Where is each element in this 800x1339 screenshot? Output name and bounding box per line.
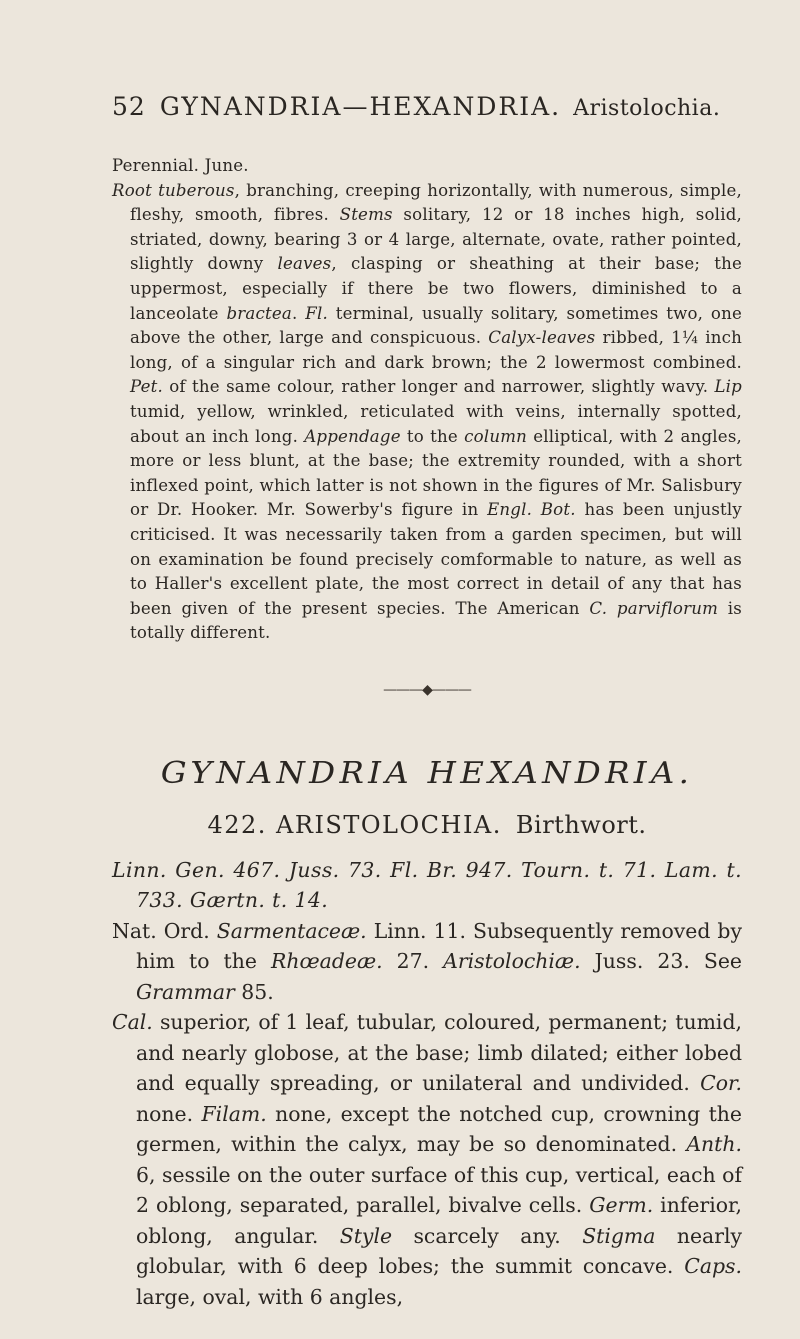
term-bractea: bractea: [226, 303, 292, 323]
genus-description: [112, 855, 742, 1313]
running-genus: Aristolochia.: [573, 96, 721, 121]
text-run: Juss. 23. See: [580, 949, 742, 974]
term-c-parviflorum: C. parviflorum: [589, 598, 719, 618]
term-stems: Stems: [339, 205, 393, 225]
text-run: 85.: [234, 979, 274, 1004]
text-run: Nat. Ord.: [112, 918, 217, 943]
text-run: 27.: [382, 949, 444, 974]
text-run: has been unjustly criticised. It was necessarily taken from a garden specimen, but will on examination be found precisely comformable to nature, as well as to Haller's excellent plate, the most correct in detail of any that has been given of the present species. The American: [130, 500, 743, 618]
text-run: of the same colour, rather longer and narrower, slightly wavy.: [162, 377, 715, 397]
genus-references: Linn. Gen. 467. Juss. 73. Fl. Br. 947. Tourn. t. 71. Lam. t. 733. Gærtn. t. 14.: [112, 857, 742, 913]
term-germ: Germ.: [589, 1193, 654, 1218]
text-run: tumid, yellow, wrinkled, reticulated with veins, internally spotted, about an inch long.: [130, 401, 742, 446]
term-column: column: [464, 426, 528, 446]
text-run: scarcely any.: [392, 1223, 583, 1248]
term-rhoeadeae: Rhœadeæ.: [271, 949, 383, 974]
section-divider: ———◆———: [383, 681, 471, 698]
text-run: large, oval, with 6 angles,: [136, 1284, 404, 1309]
term-lip: Lip: [714, 377, 742, 397]
term-engl-bot: Engl. Bot.: [487, 500, 576, 520]
term-cor: Cor.: [700, 1071, 742, 1096]
text-run: , branching, creeping horizontally, with numerous, simple, fleshy, smooth, fibres.: [130, 180, 742, 225]
term-cal: Cal.: [112, 1010, 153, 1035]
text-run: 6, sessile on the outer surface of this cup, vertical, each of 2 oblong, separated, parallel, bivalve cells.: [136, 1162, 742, 1218]
text-run: inferior, oblong, angular.: [136, 1193, 742, 1248]
text-run: solitary, 12 or 18 inches high, solid, striated, downy, bearing 3 or 4 large, alternate, ovate, rather pointed, slightly downy: [130, 205, 742, 274]
term-leaves: leaves: [277, 254, 332, 274]
term-calyx-leaves: Calyx-leaves: [488, 328, 596, 348]
natural-order-paragraph: [112, 916, 742, 1008]
text-run: elliptical, with 2 angles, more or less blunt, at the base; the extremity rounded, with a short inflexed point, which latter is not shown in the figures of Mr. Salisbury or Dr. Hooker. Mr. Sowerby's figure in: [130, 426, 743, 520]
text-run: .: [292, 303, 306, 323]
running-title: GYNANDRIA—HEXANDRIA.: [159, 92, 562, 121]
term-caps: Caps.: [684, 1254, 742, 1279]
previous-entry-fulltext: [0, 0, 1, 1]
text-run: is totally different.: [130, 598, 742, 643]
description-paragraph: [112, 179, 742, 646]
section-heading: GYNANDRIA HEXANDRIA.: [160, 755, 694, 791]
text-run: to the: [400, 426, 465, 446]
term-appendage: Appendage: [304, 426, 401, 446]
previous-species-description: [112, 154, 742, 646]
genus-common-name: Birthwort.: [515, 810, 647, 839]
term-fl: Fl.: [305, 303, 328, 323]
term-aristolochiae: Aristolochiæ.: [443, 949, 581, 974]
term-stigma: Stigma: [582, 1223, 656, 1248]
page-number: 52: [112, 92, 146, 121]
text-run: terminal, usually solitary, sometimes two, one above the other, large and conspicuous.: [130, 303, 743, 348]
text-run: ribbed, 1¼ inch long, of a singular rich and dark brown; the 2 lowermost combined.: [130, 328, 743, 372]
flowering-note: [112, 154, 742, 179]
text-run: superior, of 1 leaf, tubular, coloured, permanent; tumid, and nearly globose, at the base; limb dilated; either lobed and equally spreading, or unilateral and undivided.: [136, 1010, 742, 1096]
text-run: Linn. 11. Subsequently removed by him to the: [136, 918, 743, 974]
term-filam: Filam.: [201, 1101, 267, 1126]
term-anth: Anth.: [686, 1132, 742, 1157]
term-grammar: Grammar: [136, 979, 235, 1004]
term-root: Root tuberous: [112, 180, 235, 200]
character-paragraph: [112, 1007, 742, 1312]
genus-number-name: 422. ARISTOLOCHIA.: [207, 810, 502, 839]
text-run: nearly globular, with 6 deep lobes; the summit concave.: [136, 1223, 742, 1279]
text-run: , clasping or sheathing at their base; the uppermost, especially if there be two flowers, diminished to a lanceolate: [130, 254, 743, 323]
running-head: [112, 92, 742, 136]
flowering-text: Perennial. June.: [112, 156, 249, 175]
term-style: Style: [339, 1223, 393, 1248]
term-pet: Pet.: [130, 377, 163, 397]
term-sarmentaceae: Sarmentaceæ.: [216, 918, 367, 943]
text-run: none.: [136, 1101, 202, 1126]
text-run: none, except the notched cup, crowning the germen, within the calyx, may be so denominated.: [136, 1101, 742, 1157]
genus-heading: [112, 811, 742, 839]
